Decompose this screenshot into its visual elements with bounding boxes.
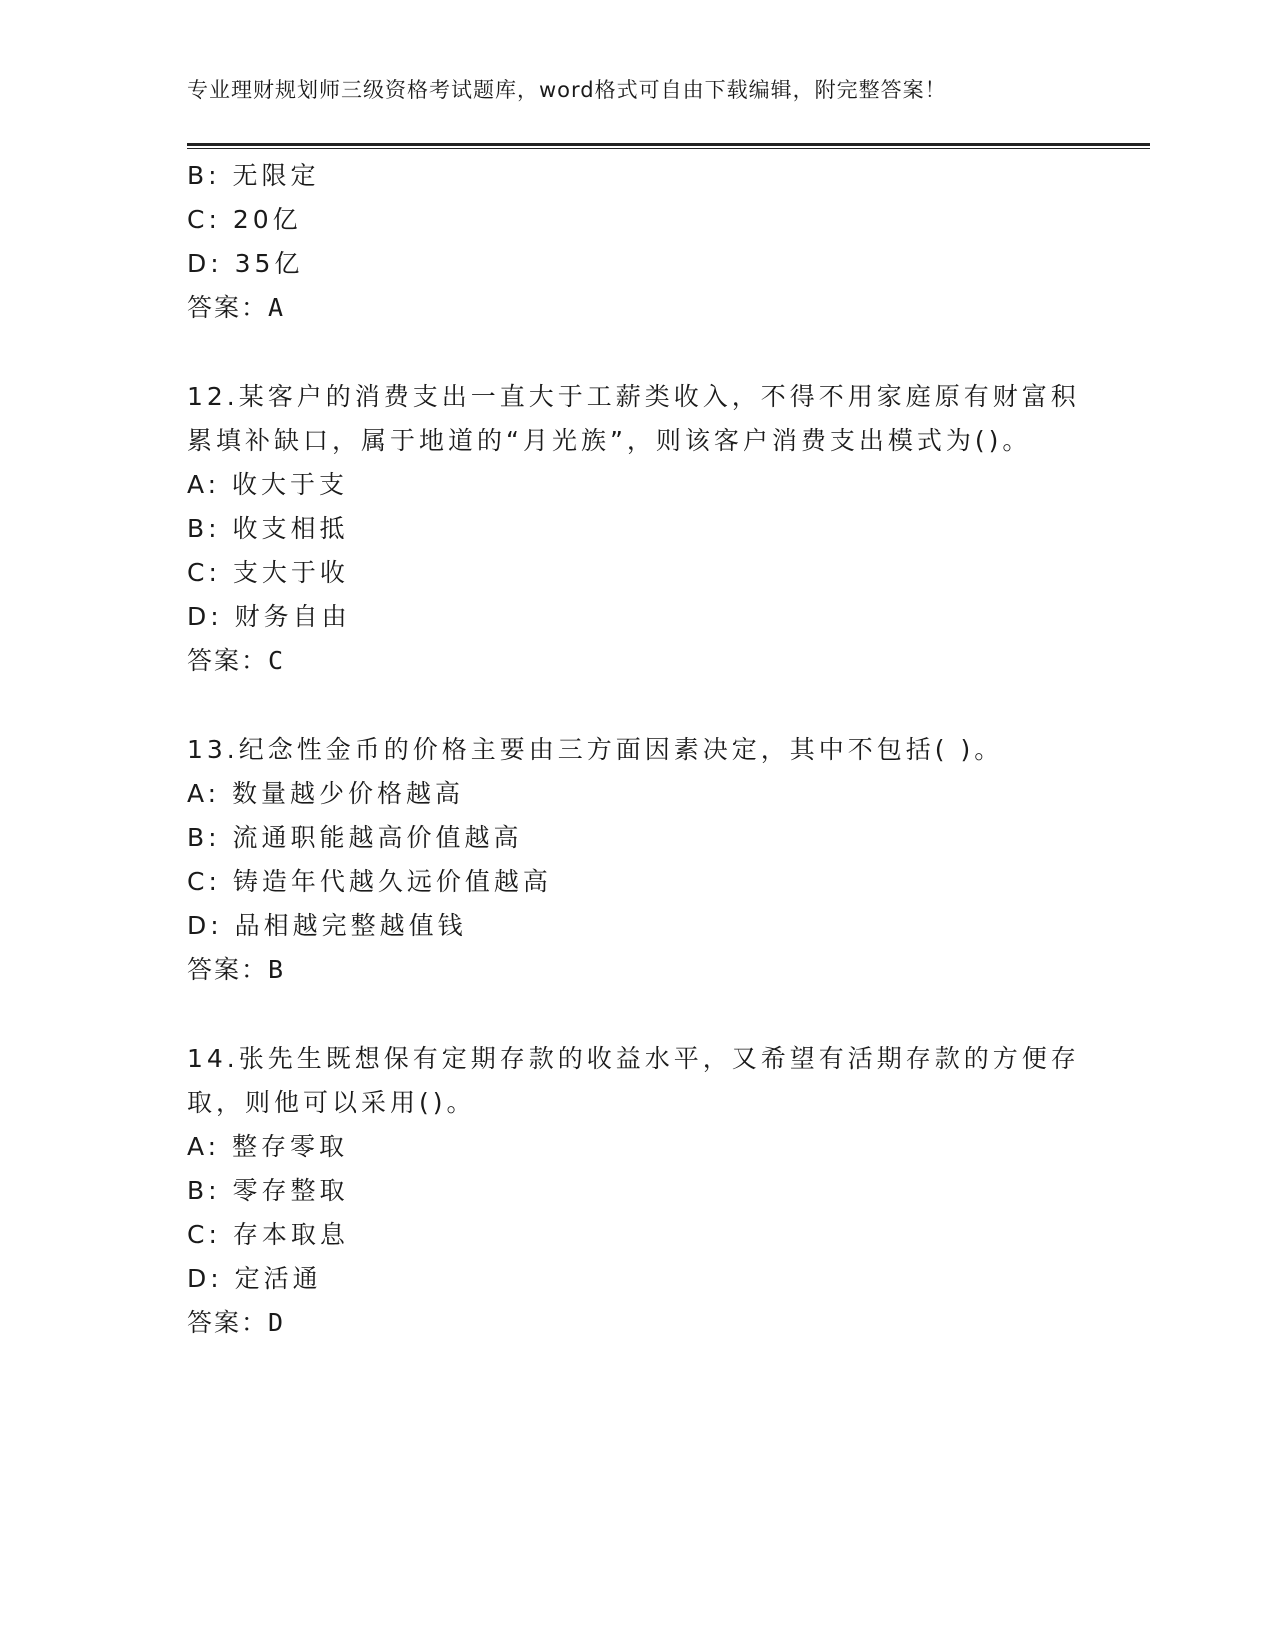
answer-label: 答案： <box>187 293 269 322</box>
question-13-text: 13.纪念性金币的价格主要由三方面因素决定，其中不包括( )。 <box>187 735 1004 764</box>
answer-line <box>187 292 283 324</box>
question-13-option-c: C: 铸造年代越久远价值越高 <box>187 867 552 896</box>
answer-value: D <box>268 1308 284 1337</box>
answer-value: C <box>268 646 284 675</box>
question-14-option-d: D: 定活通 <box>187 1264 322 1293</box>
header-divider <box>187 143 1150 149</box>
page-header: 专业理财规划师三级资格考试题库，word格式可自由下载编辑，附完整答案！ <box>187 78 947 102</box>
answer-label: 答案： <box>187 1308 269 1337</box>
answer-label: 答案： <box>187 646 269 675</box>
question-12-option-a: A: 收大于支 <box>187 470 349 499</box>
question-14-text-line-1: 14.张先生既想保有定期存款的收益水平，又希望有活期存款的方便存 <box>187 1044 1080 1073</box>
answer-value: A <box>268 293 284 322</box>
option-b: B: 无限定 <box>187 161 320 190</box>
question-14-option-a: A: 整存零取 <box>187 1132 349 1161</box>
question-12-text-line-1: 12.某客户的消费支出一直大于工薪类收入，不得不用家庭原有财富积 <box>187 382 1080 411</box>
question-14-answer <box>187 1307 283 1339</box>
answer-label: 答案： <box>187 955 269 984</box>
option-c: C: 20亿 <box>187 205 302 234</box>
question-13-option-d: D: 品相越完整越值钱 <box>187 911 467 940</box>
question-14-option-b: B: 零存整取 <box>187 1176 349 1205</box>
question-13-answer <box>187 954 283 986</box>
question-14-option-c: C: 存本取息 <box>187 1220 349 1249</box>
question-13-option-b: B: 流通职能越高价值越高 <box>187 823 523 852</box>
question-12-option-d: D: 财务自由 <box>187 602 351 631</box>
question-12-option-c: C: 支大于收 <box>187 558 349 587</box>
question-14-text-line-2: 取，则他可以采用()。 <box>187 1088 476 1117</box>
question-12-option-b: B: 收支相抵 <box>187 514 349 543</box>
option-d: D: 35亿 <box>187 249 304 278</box>
answer-value: B <box>268 955 284 984</box>
question-12-answer <box>187 645 283 677</box>
question-13-option-a: A: 数量越少价格越高 <box>187 779 465 808</box>
question-12-text-line-2: 累填补缺口，属于地道的“月光族”，则该客户消费支出模式为()。 <box>187 426 1032 455</box>
